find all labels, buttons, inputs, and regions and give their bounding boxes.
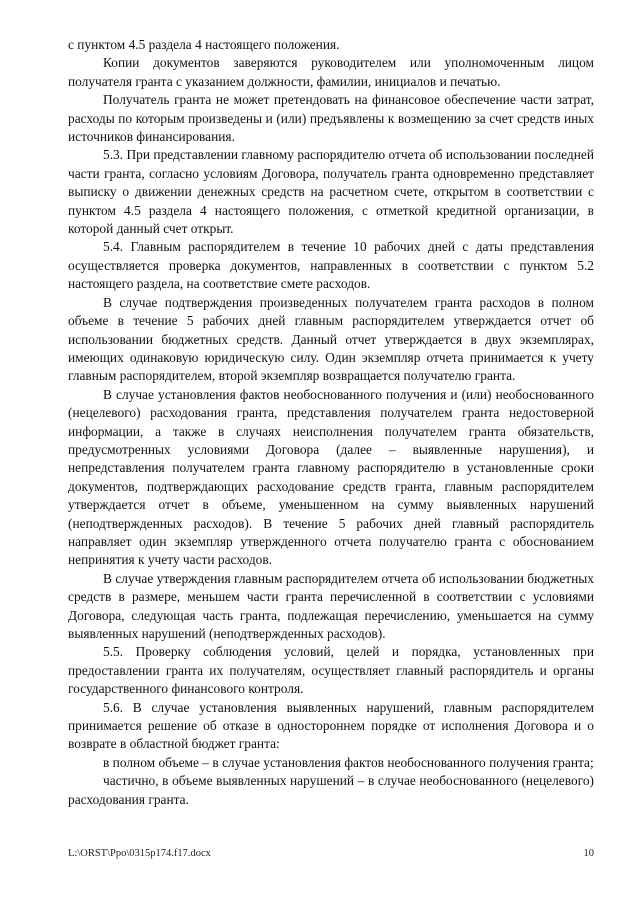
- paragraph-no-financing-claim: Получатель гранта не может претендовать на финансовое обеспечение части затрат, расходы по которым произведены и (или) предъявлены к возмещению за счет средств иных источников финансирования.: [68, 92, 594, 145]
- document-body: [68, 36, 594, 809]
- paragraph-violations: В случае установления фактов необоснованного получения и (или) необоснованного (нецелевого) расходования гранта, представления получателем гранта недостоверной информации, а также в случаях неисполнения получателем гранта обязательств, предусмотренных условиями Договора (далее – выявленные нарушения), и непредставления получателем гранта главному распорядителю в установленные сроки документов, подтверждающих расходование средств гранта, главным распорядителем утверждается отчет в объеме, уменьшенном на сумму выявленных нарушений (неподтвержденных расходов). В течение 5 рабочих дней главный распорядитель направляет один экземпляр утвержденного отчета получателю гранта с обоснованием непринятия к учету части расходов.: [68, 386, 594, 568]
- paragraph-5-6: 5.6. В случае установления выявленных нарушений, главным распорядителем принимается решение об отказе в одностороннем порядке от исполнения Договора и о возврате в областной бюджет гранта:: [68, 699, 594, 752]
- paragraph-full-refund: в полном объеме – в случае установления фактов необоснованного получения гранта;: [103, 754, 594, 770]
- footer-file-path: L:\ORST\Ppo\0315p174.f17.docx: [68, 848, 211, 859]
- paragraph-partial-refund: частично, в объеме выявленных нарушений – в случае необоснованного (нецелевого) расходования гранта.: [68, 773, 594, 807]
- paragraph-reduced-report: В случае утверждения главным распорядителем отчета об использовании бюджетных средств в размере, меньшем части гранта перечисленной в соответствии с условиями Договора, следующая часть гранта, подлежащая перечислению, уменьшается на сумму выявленных нарушений (неподтвержденных расходов).: [68, 570, 594, 641]
- paragraph-5-5: 5.5. Проверку соблюдения условий, целей и порядка, установленных при предоставлении гранта их получателям, осуществляет главный распорядитель и органы государственного финансового контроля.: [68, 644, 594, 697]
- paragraph-5-4: 5.4. Главным распорядителем в течение 10 рабочих дней с даты представления осуществляется проверка документов, направленных в соответствии с пунктом 5.2 настоящего раздела, на соответствие смете расходов.: [68, 239, 594, 292]
- paragraph-continuation: с пунктом 4.5 раздела 4 настоящего положения.: [68, 37, 340, 52]
- footer-page-number: 10: [583, 848, 594, 859]
- page-footer: [68, 848, 594, 864]
- paragraph-expense-confirmation: В случае подтверждения произведенных получателем гранта расходов в полном объеме в течение 5 рабочих дней главным распорядителем утверждается отчет об использовании бюджетных средств. Данный отчет утверждается в двух экземплярах, имеющих одинаковую юридическую силу. Один экземпляр отчета принимается к учету главным распорядителем, второй экземпляр возвращается получателю гранта.: [68, 294, 594, 384]
- paragraph-copies-certification: Копии документов заверяются руководителем или уполномоченным лицом получателя гранта с указанием должности, фамилии, инициалов и печатью.: [68, 55, 594, 89]
- paragraph-5-3: 5.3. При представлении главному распорядителю отчета об использовании последней части гранта, согласно условиям Договора, получатель гранта одновременно представляет выписку о движении денежных средств на расчетном счете, открытом в соответствии с пунктом 4.5 раздела 4 настоящего положения, с отметкой кредитной организации, в которой данный счет открыт.: [68, 147, 594, 237]
